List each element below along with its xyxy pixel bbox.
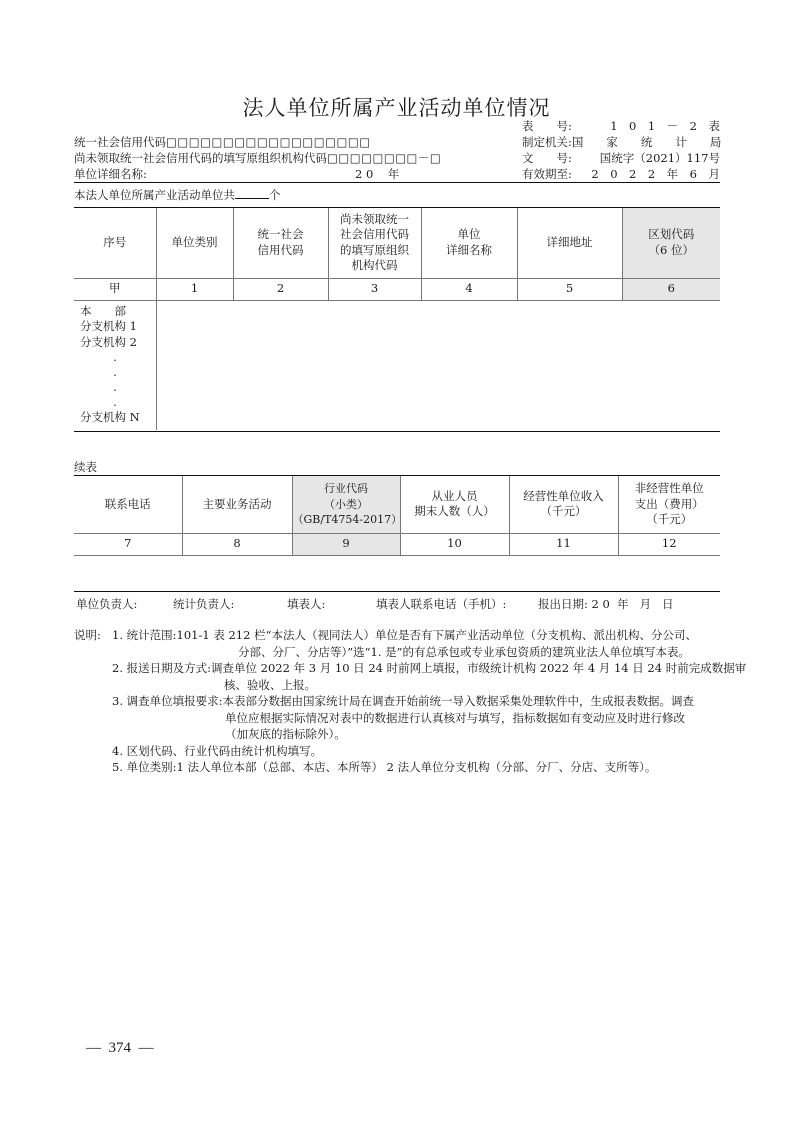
meta-row <box>522 134 720 150</box>
col-number: 8 <box>182 533 292 555</box>
note-4: 4. 区划代码、行业代码由统计机构填写。 <box>112 743 323 758</box>
meta-value: 国统字（2021）117号 <box>599 151 720 165</box>
header-cell: 非经营性单位 支出（费用） （千元） <box>618 476 720 533</box>
row-label-hq: 本 部 <box>80 303 126 318</box>
unit-name-row <box>74 166 147 182</box>
header-cell-grey: 行业代码 （小类） （GB/T4754-2017） <box>292 476 400 533</box>
note-line: 核、验收、上报。 <box>224 677 316 692</box>
note-title: 2. 报送日期及方式: <box>112 661 212 675</box>
meta-value: 2 0 2 2 年 6 月 <box>591 167 720 181</box>
header-cell: 从业人员 期末人数（人） <box>400 476 509 533</box>
header-cell: 单位 详细名称 <box>421 208 517 278</box>
credit-code-label: 统一社会信用代码 <box>74 135 166 149</box>
note-title: 3. 调查单位填报要求: <box>112 694 223 708</box>
note-line: 分部、分厂、分店等）”选“1. 是”的有总承包或专业承包资质的建筑业法人单位填写本表。 <box>238 644 691 659</box>
year-text: 2 0 年 <box>355 167 400 181</box>
stat-head-line <box>173 596 234 612</box>
table1-number-row <box>74 278 720 300</box>
report-date-line <box>538 596 674 612</box>
note-line: 调查单位 2022 年 3 月 10 日 24 时前网上填报，市级统计机构 2022 年 4 月 14 日 24 时前完成数据审 <box>211 661 747 675</box>
signature-line <box>76 596 137 612</box>
header-cell-grey: 区划代码 （6 位） <box>622 208 720 278</box>
filler-phone-line <box>376 596 506 612</box>
col-number: 1 <box>156 278 233 300</box>
table2-header-row <box>74 476 720 533</box>
page-number: — 374 — <box>86 1040 154 1056</box>
note-line: 1 法人单位本部（总部、本店、本所等） 2 法人单位分支机构（分部、分厂、分店、支所等）。 <box>176 760 657 774</box>
org-code-boxes: □□□□□□□□－□ <box>327 151 442 165</box>
note-line: 101-1 表 212 栏“本法人（视同法人）单位是否有下属产业活动单位（分支机构、派出机构、分公司、 <box>176 628 697 642</box>
col-number: 9 <box>292 533 400 555</box>
note-line: 单位应根据实际情况对表中的数据进行认真核对与填写，指标数据如有变动应及时进行修改 <box>225 710 685 725</box>
ellipsis-dot: . <box>113 365 117 379</box>
col-number: 甲 <box>74 278 156 300</box>
col-number: 7 <box>74 533 182 555</box>
table1-body-row <box>74 300 720 430</box>
note-3 <box>112 693 694 710</box>
header-cell: 统一社会 信用代码 <box>233 208 328 278</box>
table2-entry-row <box>74 555 720 588</box>
meta-label: 制定机关: <box>522 135 572 149</box>
note-5 <box>112 759 656 776</box>
note-title: 5. 单位类别: <box>112 760 177 774</box>
header-cell: 联系电话 <box>74 476 182 533</box>
count-blank[interactable] <box>235 187 269 199</box>
meta-row <box>522 166 720 182</box>
table-continued <box>74 476 720 588</box>
stat-head-label: 统计负责人: <box>173 597 235 611</box>
header-cell: 尚未领取统一 社会信用代码 的填写原组织 机构代码 <box>328 208 421 278</box>
filler-label: 填表人: <box>287 597 326 611</box>
ellipsis-dot: . <box>113 380 117 394</box>
org-code-label: 尚未领取统一社会信用代码的填写原组织机构代码 <box>74 151 327 165</box>
header-divider <box>74 182 720 183</box>
note-line: 本表部分数据由国家统计局在调查开始前统一导入数据采集处理软件中，生成报表数据。调查 <box>222 694 695 708</box>
col-number: 12 <box>618 533 720 555</box>
filler-phone-label: 填表人联系电话（手机）: <box>376 597 507 611</box>
credit-code-row <box>74 134 371 150</box>
count-suffix: 个 <box>269 188 281 202</box>
row-labels <box>74 300 156 430</box>
continued-label: 续表 <box>74 460 97 474</box>
table1-header-row <box>74 208 720 278</box>
meta-row <box>522 118 720 134</box>
meta-value: 国 家 统 计 局 <box>571 135 722 149</box>
org-code-row <box>74 150 441 166</box>
meta-label: 表 号: <box>522 119 572 133</box>
col-number: 3 <box>328 278 421 300</box>
table2-number-row <box>74 533 720 555</box>
unit-count-line <box>74 187 281 203</box>
row-label-branch-1: 分支机构 1 <box>80 319 137 333</box>
row-label-branch-2: 分支机构 2 <box>80 334 137 349</box>
header-cell: 主要业务活动 <box>182 476 292 533</box>
page-title: 法人单位所属产业活动单位情况 <box>242 96 551 120</box>
note-line: （加灰底的指标除外）。 <box>225 727 346 741</box>
note-title: 1. 统计范围: <box>112 628 177 642</box>
notes-label: 说明: <box>74 628 101 642</box>
meta-value: 1 0 1 － 2 表 <box>610 119 720 133</box>
meta-label: 有效期至: <box>522 167 572 181</box>
data-entry-area[interactable] <box>74 555 720 588</box>
table1-bottom-rule <box>74 431 720 432</box>
header-cell: 单位类别 <box>156 208 233 278</box>
col-number: 6 <box>622 278 720 300</box>
col-number: 2 <box>233 278 328 300</box>
filler-line <box>287 596 325 612</box>
header-cell: 经营性单位收入 （千元） <box>509 476 618 533</box>
unit-head-label: 单位负责人: <box>76 597 138 611</box>
meta-label: 文 号: <box>522 151 572 165</box>
count-prefix: 本法人单位所属产业活动单位共 <box>74 188 235 202</box>
col-number: 11 <box>509 533 618 555</box>
ellipsis-dot: . <box>113 350 117 364</box>
ellipsis-dot: . <box>113 395 117 409</box>
credit-code-boxes: □□□□□□□□□□□□□□□□□□ <box>166 135 371 149</box>
form-meta <box>522 118 720 182</box>
header-cell: 序号 <box>74 208 156 278</box>
note-2 <box>112 660 746 677</box>
unit-name-label: 单位详细名称: <box>74 167 147 181</box>
page-number-value: 374 <box>108 1040 131 1056</box>
col-number: 5 <box>517 278 622 300</box>
col-number: 10 <box>400 533 509 555</box>
data-entry-area[interactable] <box>156 300 720 430</box>
row-label-branch-n: 分支机构 N <box>80 410 140 424</box>
note-1 <box>112 627 697 644</box>
table-main <box>74 208 720 430</box>
table2-bottom-rule <box>74 591 720 592</box>
col-number: 4 <box>421 278 517 300</box>
header-cell: 详细地址 <box>517 208 622 278</box>
meta-row <box>522 150 720 166</box>
report-date-label: 报出日期: 2 0 年 月 日 <box>538 597 674 611</box>
